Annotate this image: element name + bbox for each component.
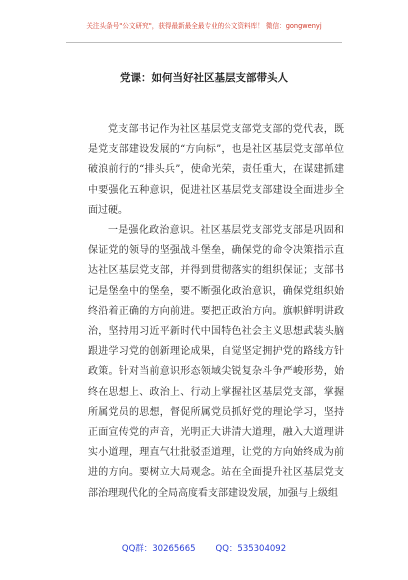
paragraph: 党支部书记作为社区基层党支部党支部的党代表，既是党支部建设发展的“方向标”，也是社区基层党支部单位破浪前行的“排头兵”，使命光荣，责任重大，在谋建抓建中要强化五种意识，促进社区基层党支部建设全面进步全面过硬。 (88, 124, 344, 216)
footer-contact (0, 542, 408, 554)
document-title: 党课：如何当好社区基层支部带头人 (120, 72, 288, 84)
header-banner: 关注头条号"公文研究"，获得最新最全最专业的公文资料库！ 微信：gongwenyj (86, 22, 322, 30)
document-body (88, 120, 344, 504)
paragraph: 一是强化政治意识。社区基层党支部党支部是巩固和保证党的领导的坚强战斗堡垒，确保党的命令决策指示直达社区基层党支部，并得到贯彻落实的组织保证；支部书记是堡垒中的堡垒，要不断强化政治意识，确保党组织始终沿着正确的方向前进。要把正政治方向。旗帜鲜明讲政治，坚持用习近平新时代中国特色社会主义思想武装头脑跟进学习党的创新理论成果，自觉坚定拥护党的路线方针政策。针对当前意识形态领域尖锐复杂斗争严峻形势，始终在思想上、政治上、行动上掌握社区基层党支部，掌握所属党员的思想，督促所属党员抓好党的理论学习，坚持正面宣传党的声音，光明正大讲清大道理，融入大道理讲实小道理，理直气壮批驳歪道理，让党的方向始终成为前进的方向。要树立大局观念。站在全面提升社区基层党支部治理现代化的全局高度看支部建设发展，加强与上级组 (88, 225, 344, 499)
qq-number-text: QQ：535304092 (215, 544, 287, 554)
header-divider (66, 42, 342, 43)
qq-group-text: QQ群：30265665 (121, 544, 196, 554)
